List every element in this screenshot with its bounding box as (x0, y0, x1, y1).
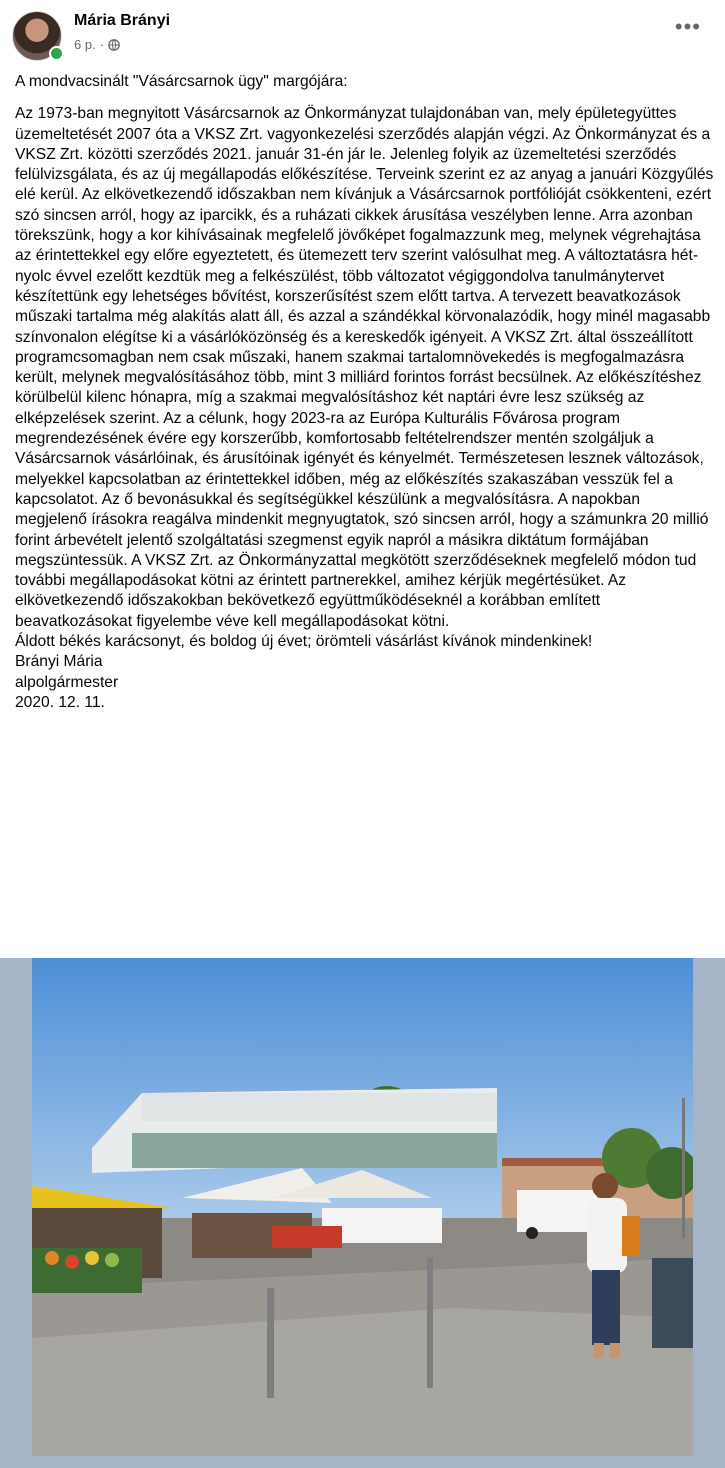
market-hall-image (32, 958, 693, 1456)
signature-title: alpolgármester (15, 673, 119, 691)
signature-name: Brányi Mária (15, 653, 103, 671)
post-text (15, 72, 718, 713)
market-hall-photo[interactable] (32, 958, 693, 1456)
post-title: A mondvacsinált "Vásárcsarnok ügy" margójára: (15, 73, 348, 90)
post-closing: Áldott békés karácsonyt, és boldog új évet; örömteli vásárlást kívánok mindenkinek! (15, 633, 593, 651)
post-meta (74, 37, 120, 52)
author-name[interactable]: Mária Brányi (74, 12, 171, 29)
meta-separator: · (99, 37, 105, 52)
post-time[interactable]: 6 p. (74, 37, 96, 52)
post-body: Az 1973-ban megnyitott Vásárcsarnok az Önkormányzat tulajdonában van, mely épületegyüttes üzemeltetését 2007 óta a VKSZ Zrt. vagyonkezelési szerződés alapján végzi. Az Önkormányzat és a VKSZ Zrt. közötti szerződés 2021. január 31-én jár le. Jelenleg folyik az üzemeltetési szerződés felülvizsgálata, és az új megállapodás előkészítése. Terveink szerint ez az anyag a januári Közgyűlés elé kerül. Az elkövetkezendő időszakban nem kívánjuk a Vásárcsarnok portfólióját csökkenteni, ezért szó sincsen arról, hogy az iparcikk, és a ruházati cikkek árusítása veszélyben lenne. Arra azonban törekszünk, hogy a kor kihívásainak megfelelő jövőképet fogalmazzunk meg, melynek végrehajtása az érintettekkel egy előre egyeztetett, és ütemezett terv szerint valósulhat meg. A változtatásra hét-nyolc évvel ezelőtt kezdtük meg a felkészülést, több változatot végiggondolva tanulmánytervet készítettünk egy lehetséges bővítést, korszerűsítést szem előtt tartva. A tervezett beavatkozások műszaki tartalma még alakítás alatt áll, és azzal a szándékkal körvonalazódik, hogy minél magasabb színvonalon elégítse ki a vásárlóközönség és a kereskedők igényeit. A VKSZ Zrt. által összeállított programcsomagban nem csak műszaki, hanem szakmai tartalomnövekedés is megfogalmazásra került, melynek megvalósításához több, mint 3 milliárd forintos forrást becsülnek. Az előkészítéshez körülbelül kilenc hónapra, míg a szakmai megvalósításhoz két naptári évre lesz szükség az elképzelések szerint. Az a célunk, hogy 2023-ra az Európa Kulturális Fővárosa program megrendezésének évére egy korszerűbb, komfortosabb feltételrendszer mentén szolgáljuk a Vásárcsarnok vásárlóinak, és árusítóinak igényét és kényelmét. Természetesen lesznek változások, melyekkel kapcsolatban az érintettekkel időben, még az előkészítés szakaszában vesszük fel a kapcsolatot. Az ő bevonásukkal és segítségükkel készülünk a megvalósításra. A napokban megjelenő írásokra reagálva mindenkit megnyugtatok, szó sincsen arról, hogy a számunkra 20 millió forint árbevételt jelentő szolgáltatási szegmenst egyik napról a másikra diktátum formájában megszüntessük. A VKSZ Zrt. az Önkormányzattal megkötött szerződéseknek megfelelő módon tud további megállapodásokat kötni az érintett partnerekkel, amihez kérjük megértésüket. Az elkövetkezendő időszakokban bekövetkező együttműködéseknél a korábban említett beavatkozásokat figyelembe véve kell megállapodásokat kötni. (15, 105, 718, 630)
post-header (0, 0, 725, 66)
online-status-dot (49, 46, 64, 61)
globe-icon[interactable] (108, 39, 120, 51)
post-date: 2020. 12. 11. (15, 693, 105, 711)
more-options-icon[interactable]: ••• (674, 14, 701, 39)
post-photo-container[interactable] (0, 958, 725, 1468)
